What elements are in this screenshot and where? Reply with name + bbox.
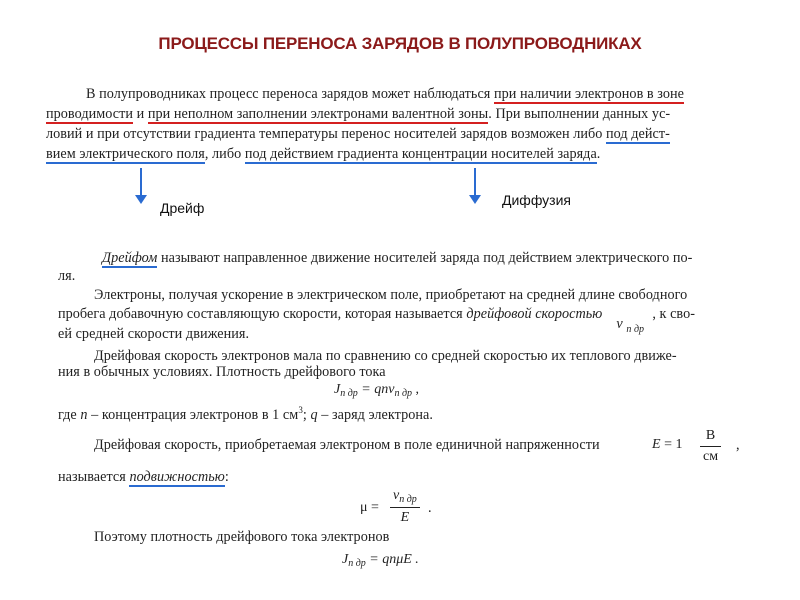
j-symbol: J — [342, 552, 349, 567]
unit-field-formula — [652, 437, 682, 453]
unit-fraction — [700, 428, 721, 465]
body-text: ; — [302, 407, 311, 423]
intro-line-2 — [46, 106, 670, 123]
intro-text: , либо — [204, 146, 245, 162]
nu-subscript: n др — [399, 494, 417, 505]
j-subscript: n др — [340, 388, 358, 399]
drift-term: Дрейфом — [102, 250, 158, 266]
nu-subscript: n др — [394, 388, 413, 399]
diffusion-label: Диффузия — [502, 192, 572, 208]
j-symbol: J — [334, 382, 341, 397]
cube-superscript: 3 — [298, 405, 303, 415]
drift-arrow — [140, 168, 142, 196]
mobility-period: . — [428, 500, 432, 516]
formula-rhs: = 1 — [660, 437, 683, 452]
fraction-denominator: см — [703, 449, 719, 464]
para3-line-1: Дрейфовая скорость электронов мала по сравнению со средней скоростью их теплового движе- — [94, 348, 677, 364]
e-symbol: E — [652, 437, 661, 452]
n-symbol: n — [80, 407, 88, 423]
mobility-formula-lhs: μ = — [360, 500, 379, 515]
para6-line — [58, 469, 229, 486]
highlight-valence-band: при неполном заполнении электронами валентной зоны — [147, 106, 489, 122]
drift-def-line-2: ля. — [58, 268, 76, 284]
q-symbol: q — [310, 407, 318, 423]
mobility-fraction — [390, 488, 420, 526]
para2-line-3: ей средней скорости движения. — [58, 326, 250, 342]
slide-title: ПРОЦЕССЫ ПЕРЕНОСА ЗАРЯДОВ В ПОЛУПРОВОДНИКАХ — [158, 34, 642, 53]
highlight-conduction-band: проводимости — [46, 106, 133, 122]
body-text: где — [58, 407, 81, 423]
body-text: называют направленное движение носителей заряда под действием электрического по- — [157, 250, 693, 266]
where-line — [58, 405, 433, 424]
fraction-numerator: В — [705, 428, 716, 443]
intro-text: . При выполнении данных ус- — [488, 106, 671, 122]
body-text: , к сво- — [652, 306, 695, 322]
current-density-formula-1 — [334, 382, 419, 399]
para2-line-1: Электроны, получая ускорение в электрическом поле, приобретают на средней длине свободного — [94, 287, 688, 303]
fraction-numerator — [390, 488, 420, 505]
intro-text: В полупроводниках процесс переноса зарядов может наблюдаться — [86, 86, 494, 102]
highlight-electrons-conduction: при наличии электронов в зоне — [493, 86, 684, 102]
para7-line: Поэтому плотность дрейфового тока электронов — [94, 529, 390, 545]
nu-symbol: ν — [393, 488, 400, 503]
highlight-field-action: под дейст- — [606, 126, 670, 142]
body-text: : — [224, 469, 229, 485]
intro-text: и — [133, 106, 148, 122]
body-text: называется — [58, 469, 130, 485]
para5-line-1: Дрейфовая скорость, приобретаемая электроном в поле единичной напряженности — [94, 437, 600, 453]
nu-symbol: ν — [616, 316, 623, 332]
intro-text: . — [596, 146, 601, 162]
body-text: пробега добавочную составляющую скорости, которая называется — [58, 306, 467, 322]
highlight-concentration-gradient: под действием градиента концентрации носителей заряда — [244, 146, 597, 162]
intro-line-1 — [86, 86, 684, 103]
drift-def-line-1 — [102, 250, 692, 267]
j-subscript: n др — [348, 558, 366, 569]
nu-subscript: n др — [626, 324, 645, 335]
intro-text: ловий и при отсутствии градиента температуры перенос носителей зарядов возможен либо — [46, 126, 606, 142]
fraction-bar — [700, 446, 721, 447]
diffusion-arrow — [474, 168, 476, 196]
para3-line-2: ния в обычных условиях. Плотность дрейфового тока — [58, 364, 386, 380]
highlight-electric-field: вием электрического поля — [46, 146, 205, 162]
unit-comma: , — [736, 437, 740, 453]
drift-label: Дрейф — [160, 200, 205, 216]
mobility-term: подвижностью — [129, 469, 225, 485]
intro-line-3 — [46, 126, 670, 143]
body-text: – концентрация электронов в 1 см — [87, 407, 299, 423]
fraction-denominator: E — [400, 510, 410, 525]
fraction-bar — [390, 507, 420, 508]
intro-line-4 — [46, 146, 600, 163]
drift-velocity-term: дрейфовой скоростью — [466, 306, 603, 322]
formula-rhs: = qnν — [357, 382, 395, 397]
formula-rhs: = qnμE . — [365, 552, 419, 567]
body-text: – заряд электрона. — [317, 407, 433, 423]
formula-end: , — [412, 382, 420, 397]
current-density-formula-2 — [342, 552, 419, 569]
